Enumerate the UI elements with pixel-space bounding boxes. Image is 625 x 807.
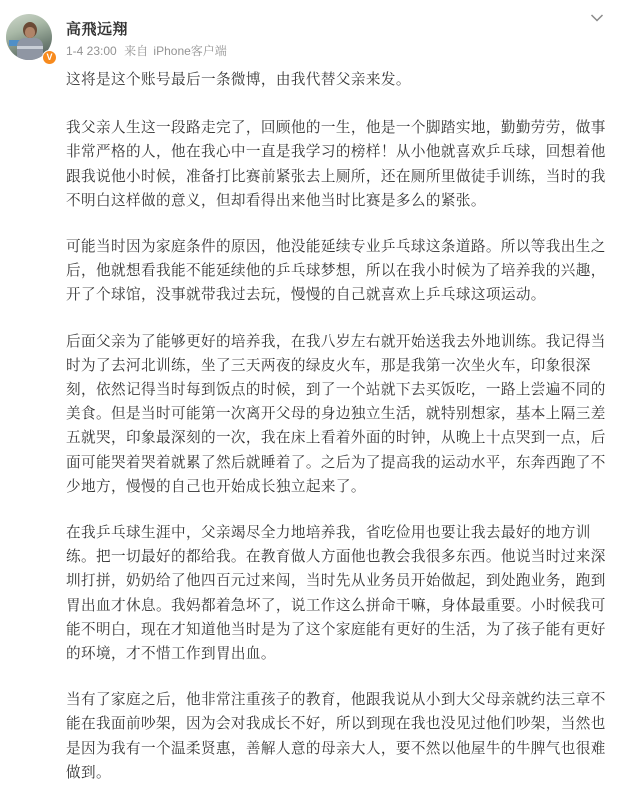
verified-badge-icon: V: [42, 50, 57, 65]
paragraph-line: 能在我面前吵架，因为会对我成长不好，所以到现在我也没见过他们吵架，当然也: [66, 715, 606, 733]
paragraph-line: 美食。但是当时可能第一次离开父母的身边独立生活，就特别想家，基本上隔三差: [66, 405, 606, 423]
paragraph-line: 五就哭，印象最深刻的一次，我在床上看着外面的时钟，从晚上十点哭到一点，后: [66, 429, 606, 447]
paragraph-line: 胃出血才休息。我妈都着急坏了，说工作这么拼命干嘛，身体最重要。小时候我可: [66, 596, 606, 614]
paragraph-line: 圳打拼，奶奶给了他四百元过来闯，当时先从业务员开始做起，到处跑业务，跑到: [66, 572, 606, 590]
paragraph-line: 可能当时因为家庭条件的原因，他没能延续专业乒乓球这条道路。所以等我出生之: [66, 238, 606, 256]
paragraph-line: 能不明白，现在才知道他当时是为了这个家庭能有更好的生活，为了孩子能有更好: [66, 620, 606, 638]
paragraph-line: 不明白这样做的意义，但却看得出来他当时比赛是多么的紧张。: [66, 191, 486, 209]
post-paragraph: [66, 68, 621, 92]
paragraph-line: 我父亲人生这一段路走完了，回顾他的一生，他是一个脚踏实地，勤勤劳劳，做事: [66, 119, 606, 137]
post-timestamp[interactable]: 1-4 23:00: [66, 44, 117, 58]
paragraph-line: 是因为我有一个温柔贤惠，善解人意的母亲大人，要不然以他屋牛的牛脾气也很难: [66, 739, 606, 757]
post-paragraph: [66, 688, 621, 785]
paragraph-line: 后面父亲为了能够更好的培养我，在我八岁左右就开始送我去外地训练。我记得当: [66, 332, 606, 350]
post-paragraph: [66, 235, 621, 308]
author-name[interactable]: 高飛远翔: [66, 20, 129, 38]
source-prefix: 来自: [124, 44, 149, 58]
paragraph-line: 跟我说他小时候，准备打比赛前紧张去上厕所，还在厕所里做徒手训练，当时的我: [66, 167, 606, 185]
paragraph-line: 少地方，慢慢的自己也开始成长独立起来了。: [66, 477, 366, 495]
paragraph-line: 开了个球馆，没事就带我过去玩，慢慢的自己就喜欢上乒乓球这项运动。: [66, 286, 546, 304]
paragraph-line: 后，他就想看我能不能延续他的乒乓球梦想，所以在我小时候为了培养我的兴趣，: [66, 262, 606, 280]
post-source: iPhone客户端: [153, 44, 227, 58]
paragraph-line: 刻，依然记得当时每到饭点的时候，到了一个站就下去买饭吃，一路上尝遍不同的: [66, 381, 606, 399]
paragraph-line: 当有了家庭之后，他非常注重孩子的教育，他跟我说从小到大父母亲就约法三章不: [66, 691, 606, 709]
chevron-down-icon[interactable]: [590, 13, 604, 23]
post-body: [66, 68, 621, 807]
author-avatar[interactable]: [6, 14, 54, 62]
post-meta: [66, 44, 231, 59]
paragraph-line: 这将是这个账号最后一条微博，由我代替父亲来发。: [66, 71, 411, 88]
post-paragraph: [66, 330, 621, 499]
paragraph-line: 练。把一切最好的都给我。在教育做人方面他也教会我很多东西。他说当时过来深: [66, 548, 606, 566]
paragraph-line: 非常严格的人，他在我心中一直是我学习的榜样！从小他就喜欢乒乓球，回想着他: [66, 143, 606, 161]
post-paragraph: [66, 116, 621, 213]
paragraph-line: 时为了去河北训练，坐了三天两夜的绿皮火车，那是我第一次坐火车，印象很深: [66, 356, 591, 374]
post-paragraph: [66, 521, 621, 666]
paragraph-line: 做到。: [66, 763, 111, 781]
paragraph-line: 在我乒乓球生涯中，父亲竭尽全力地培养我，省吃俭用也要让我去最好的地方训: [66, 524, 591, 542]
paragraph-line: 面可能哭着哭着就累了然后就睡着了。之后为了提高我的运动水平，东奔西跑了不: [66, 453, 606, 471]
paragraph-line: 的环境，才不惜工作到胃出血。: [66, 645, 276, 663]
